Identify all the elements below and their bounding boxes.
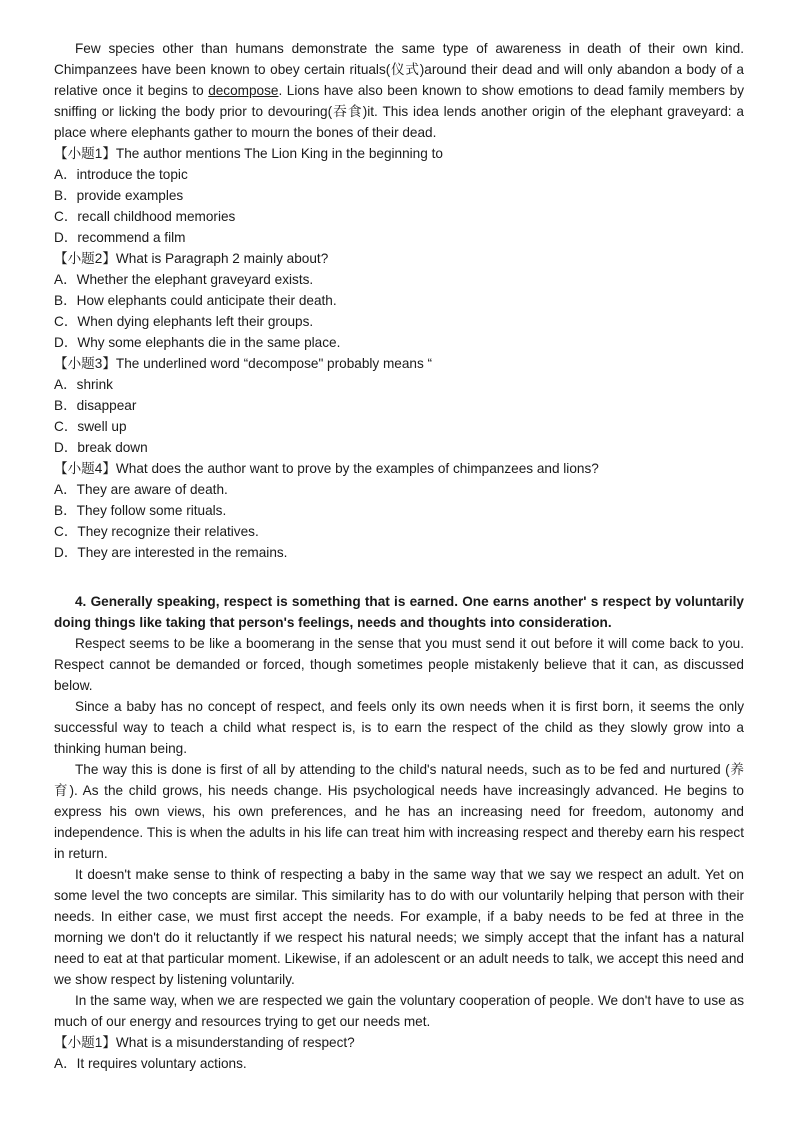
option-b: B．How elephants could anticipate their death.	[54, 293, 337, 308]
option-d: D．They are interested in the remains.	[54, 545, 288, 560]
option-b: B．They follow some rituals.	[54, 503, 227, 518]
passage4-paragraph-3: The way this is done is first of all by attending to the child's natural needs, such as to be fed and nurtured (养育). As the child grows, his needs change. His psychological needs have increasingly advanced. He begins to express his own views, his own preferences, and he has an increasing need for freedom, autonomy and independence. This is when the adults in his life can treat him with increasing respect and thereby earn his respect in return.	[54, 762, 744, 861]
question-stem: 【小题1】The author mentions The Lion King in the beginning to	[54, 146, 443, 161]
option-d: D．recommend a film	[54, 230, 186, 245]
option-c: C．swell up	[54, 419, 127, 434]
passage4-paragraph-4: It doesn't make sense to think of respecting a baby in the same way that we say we respect an adult. Yet on some level the two concepts are similar. This similarity has to do with our voluntarily helping that person with their needs. In either case, we must first accept the needs. For example, if a baby needs to be fed at three in the morning we don't do it reluctantly if we respect his natural needs; we simply accept that the infant has a natural need to eat at that particular moment. Likewise, if an adolescent or an adult needs to talk, we accept this need and we show respect by listening voluntarily.	[54, 867, 744, 987]
passage3-question-4	[54, 458, 744, 563]
passage4-question-1	[54, 1032, 744, 1074]
passage3-last-paragraph: Few species other than humans demonstrate the same type of awareness in death of their own kind. Chimpanzees have been known to obey certain rituals(仪式)around their dead and will only abandon a body of a relative once it begins to decompose. Lions have also been known to show emotions to dead family members by sniffing or licking the body prior to devouring(吞食)it. This idea lends another origin of the elephant graveyard: a place where elephants gather to mourn the bones of their dead.	[54, 41, 745, 140]
option-a: A．shrink	[54, 377, 113, 392]
option-b: B．provide examples	[54, 188, 184, 203]
question-stem: 【小题2】What is Paragraph 2 mainly about?	[54, 251, 329, 266]
option-a: A．They are aware of death.	[54, 482, 228, 497]
option-a: A．It requires voluntary actions.	[54, 1056, 247, 1071]
underlined-word-decompose: decompose	[208, 83, 279, 98]
page-content	[54, 38, 744, 1074]
passage3-question-2	[54, 248, 744, 353]
option-b: B．disappear	[54, 398, 137, 413]
passage3-question-1	[54, 143, 744, 248]
option-c: C．recall childhood memories	[54, 209, 236, 224]
option-d: D．break down	[54, 440, 148, 455]
question-stem: 【小题3】The underlined word “decompose" probably means “	[54, 356, 433, 371]
passage4-paragraph-2: Since a baby has no concept of respect, and feels only its own needs when it is first born, it seems the only successful way to teach a child what respect is, is to earn the respect of the child as they slowly grow into a thinking human being.	[54, 699, 744, 756]
option-a: A．Whether the elephant graveyard exists.	[54, 272, 314, 287]
passage4-paragraph-1: Respect seems to be like a boomerang in the sense that you must send it out before it will come back to you. Respect cannot be demanded or forced, though sometimes people mistakenly believe that it can, as discussed below.	[54, 636, 744, 693]
passage3-question-3	[54, 353, 744, 458]
option-c: C．They recognize their relatives.	[54, 524, 259, 539]
option-a: A．introduce the topic	[54, 167, 188, 182]
passage4-paragraph-5: In the same way, when we are respected we gain the voluntary cooperation of people. We don't have to use as much of our energy and resources trying to get our needs met.	[54, 993, 744, 1029]
passage4-heading: 4. Generally speaking, respect is something that is earned. One earns another' s respect by voluntarily doing things like taking that person's feelings, needs and thoughts into consideration.	[54, 594, 744, 630]
question-stem: 【小题4】What does the author want to prove by the examples of chimpanzees and lions?	[54, 461, 599, 476]
option-c: C．When dying elephants left their groups.	[54, 314, 314, 329]
section-gap	[54, 563, 744, 591]
option-d: D．Why some elephants die in the same place.	[54, 335, 341, 350]
question-stem: 【小题1】What is a misunderstanding of respect?	[54, 1035, 355, 1050]
